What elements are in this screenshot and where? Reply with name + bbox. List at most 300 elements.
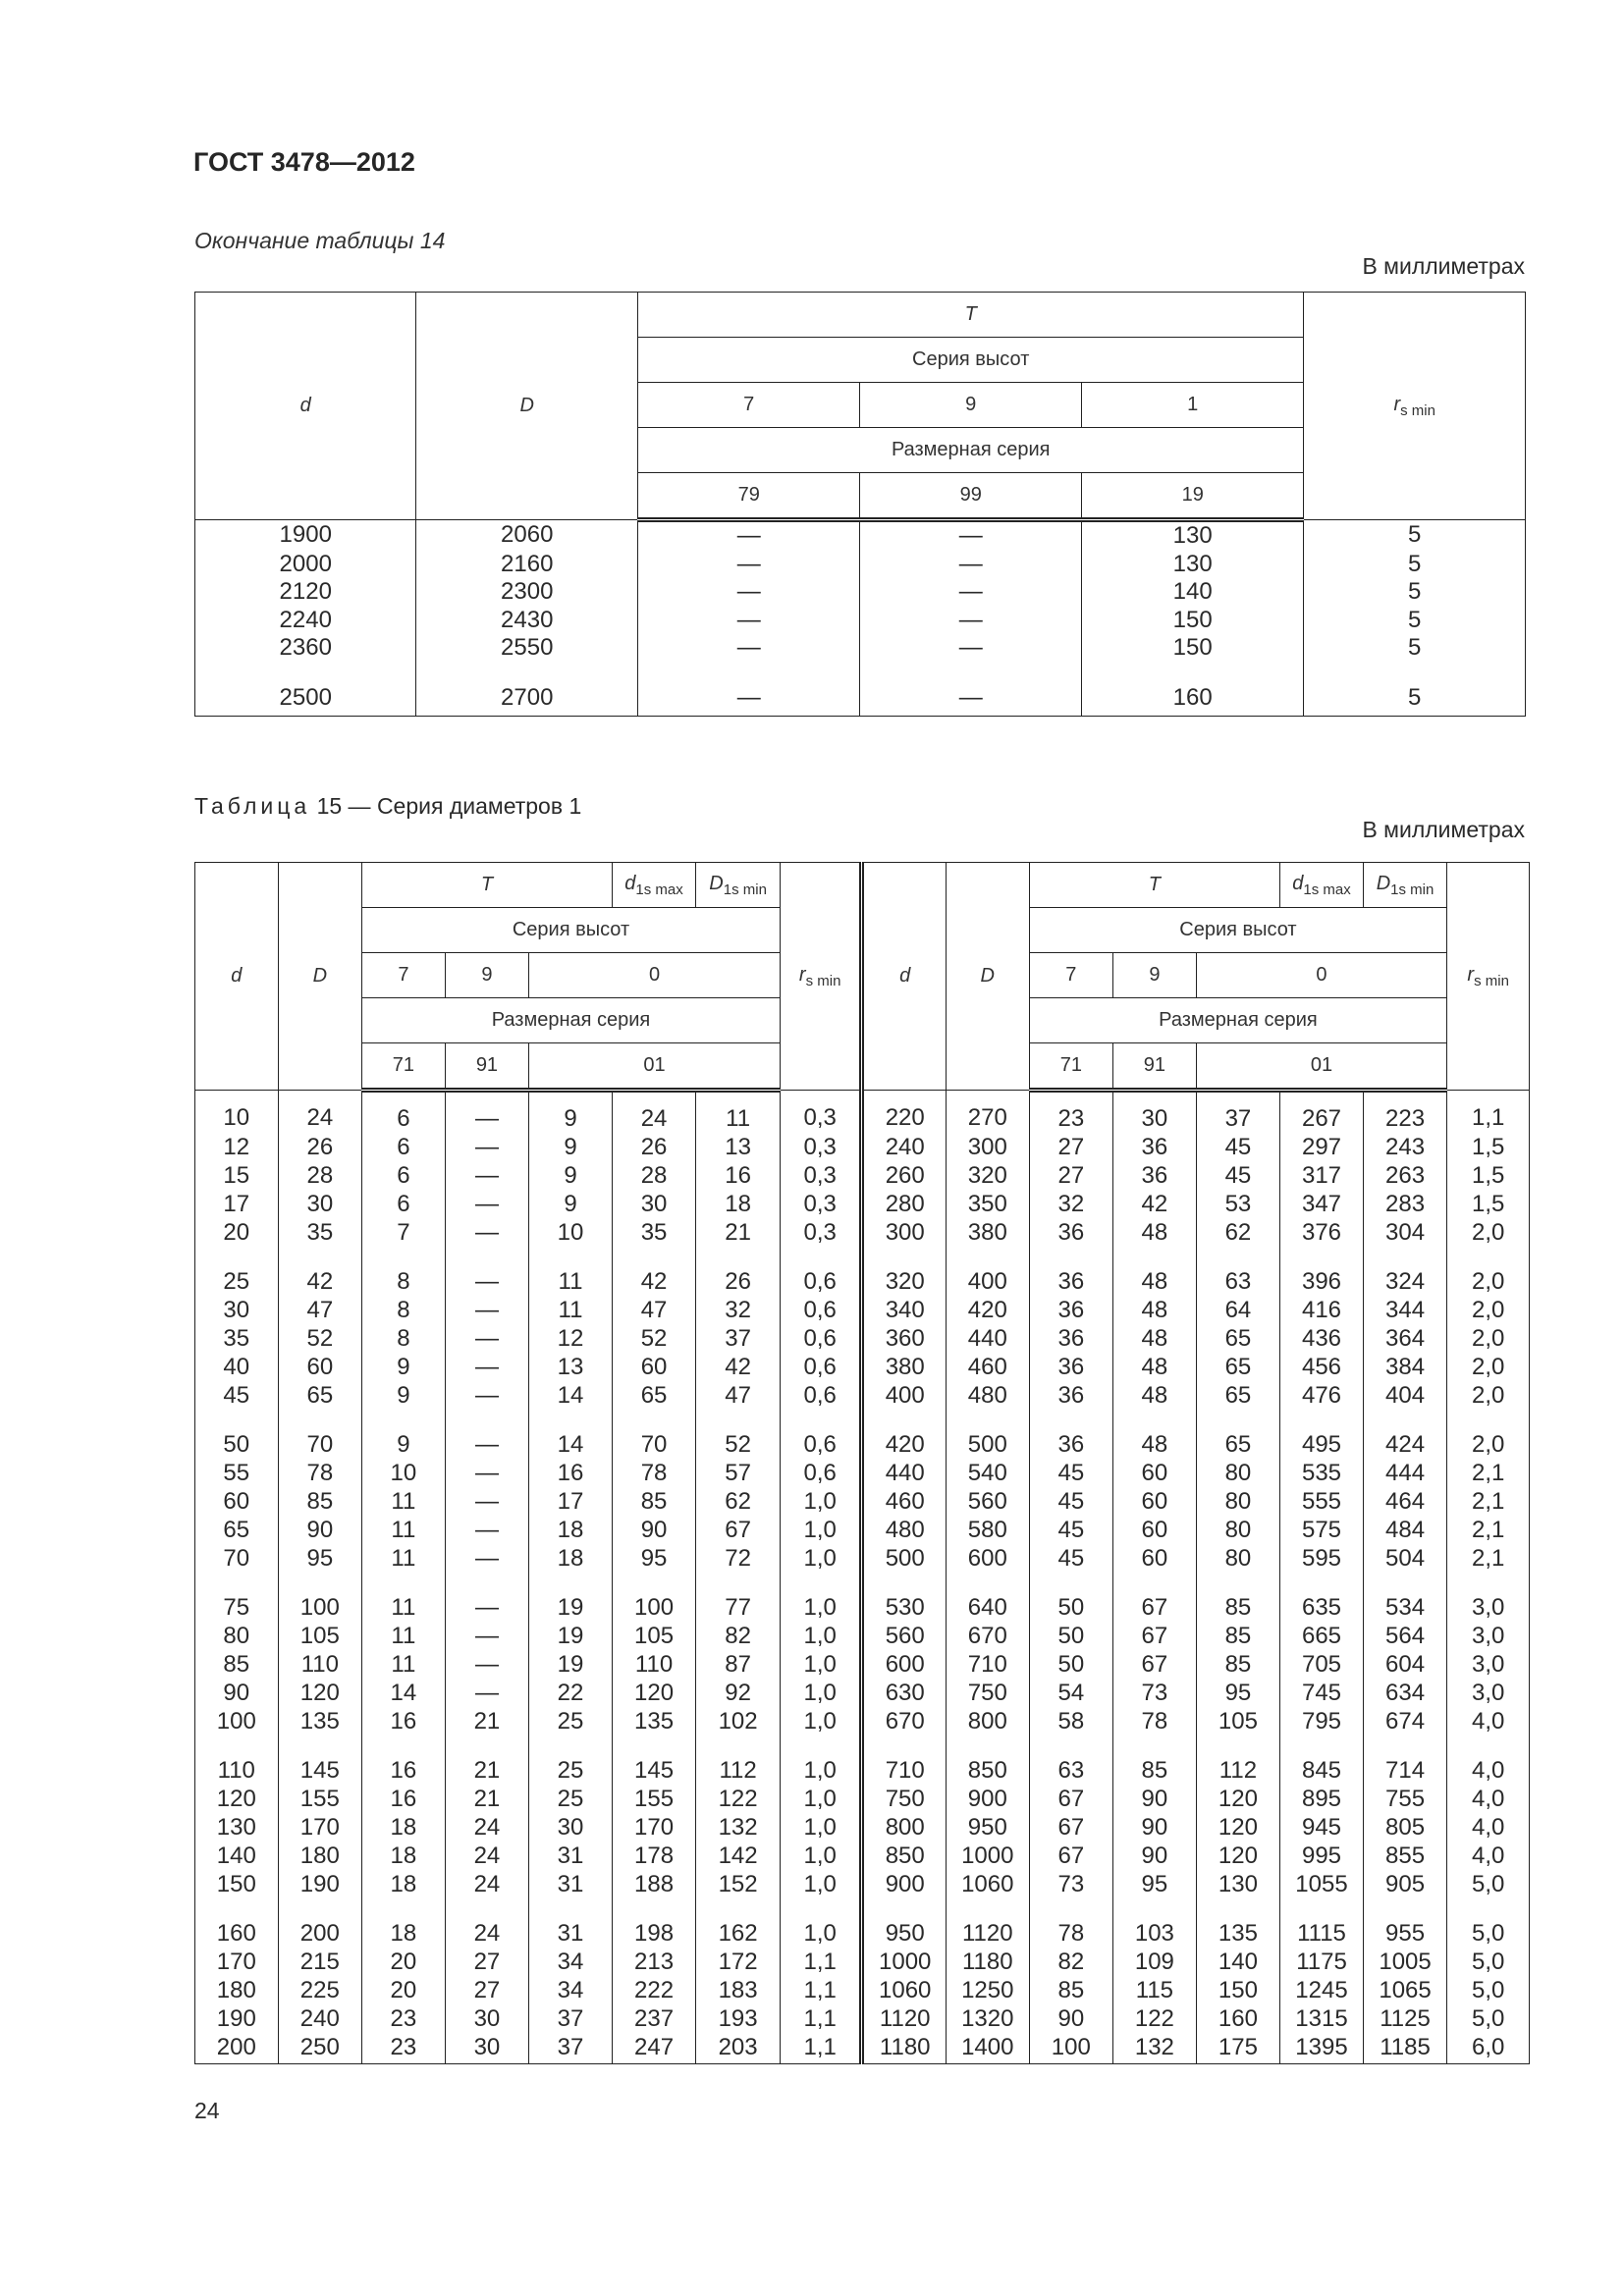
table-cell: 396 [1280,1247,1364,1296]
table-cell: 73 [1113,1679,1197,1707]
table-cell: 11 [362,1622,446,1650]
table-cell: 1000 [862,1948,947,1976]
table-cell: 35 [195,1324,279,1353]
table-cell: 18 [529,1544,613,1573]
header-d1s-max [612,863,696,908]
table-cell: 1245 [1280,1976,1364,2004]
table-cell: 36 [1029,1353,1113,1381]
table-cell: 5 [1304,551,1526,579]
table-cell: — [445,1487,529,1516]
table-cell: 20 [362,1948,446,1976]
table-cell: 376 [1280,1218,1364,1247]
table-cell: 55 [195,1459,279,1487]
table-cell: 19 [529,1573,613,1622]
table-cell: 215 [278,1948,362,1976]
table-cell: — [637,520,860,551]
table-cell: 1,0 [780,1785,862,1813]
table-cell: 48 [1113,1218,1197,1247]
table-cell: 19 [529,1650,613,1679]
d1s-letter: d [1292,872,1304,894]
table-cell: 12 [195,1133,279,1161]
table-cell: 188 [612,1870,696,1898]
table-cell: 60 [1113,1516,1197,1544]
table-cell: 1060 [947,1870,1030,1898]
table-cell: 8 [362,1324,446,1353]
table-cell: 1065 [1363,1976,1447,2004]
table-cell: 1,0 [780,1898,862,1948]
table-cell: 1,0 [780,1679,862,1707]
table-cell: 0,6 [780,1324,862,1353]
table-cell: 100 [1029,2033,1113,2064]
table-cell: 25 [529,1707,613,1735]
table-cell: 800 [862,1813,947,1842]
table-cell: — [860,551,1081,579]
table-cell: 6,0 [1447,2033,1530,2064]
table-cell: 2,1 [1447,1487,1530,1516]
table-cell: 120 [1196,1785,1280,1813]
table-cell: 11 [529,1296,613,1324]
table-row [195,663,1526,717]
table-row [195,1707,1530,1735]
table-cell: 20 [362,1976,446,2004]
table-cell: 77 [696,1573,781,1622]
table-cell: 21 [696,1218,781,1247]
table-cell: 745 [1280,1679,1364,1707]
table-cell: 65 [1196,1410,1280,1459]
table-cell: 670 [947,1622,1030,1650]
D1s-letter: D [709,872,724,894]
table-cell: 2500 [195,663,416,717]
table-cell: 70 [195,1544,279,1573]
table-cell: 1,5 [1447,1133,1530,1161]
table-cell: — [860,663,1081,717]
table-row [195,1948,1530,1976]
table-cell: 34 [529,1976,613,2004]
header-height-series: Серия высот [1029,908,1447,953]
table-cell: 2,0 [1447,1218,1530,1247]
table-cell: 5,0 [1447,1976,1530,2004]
table-cell: 2,0 [1447,1353,1530,1381]
table-cell: 575 [1280,1516,1364,1544]
table-row [195,1976,1530,2004]
table-cell: 1,1 [780,2004,862,2033]
table-cell: 62 [1196,1218,1280,1247]
table-cell: 27 [445,1976,529,2004]
table-cell: 670 [862,1707,947,1735]
table-cell: 23 [1029,1091,1113,1134]
table-cell: 400 [947,1247,1030,1296]
table-cell: 24 [445,1842,529,1870]
rs-sub: s min [1474,972,1509,989]
table-cell: 63 [1029,1735,1113,1785]
table-cell: 48 [1113,1324,1197,1353]
table-cell: 1395 [1280,2033,1364,2064]
table-cell: 12 [529,1324,613,1353]
table-cell: 500 [862,1544,947,1573]
table-cell: 45 [1196,1133,1280,1161]
header-d: d [195,293,416,520]
table-cell: 40 [195,1353,279,1381]
table-cell: 150 [195,1870,279,1898]
table-cell: 85 [278,1487,362,1516]
table-cell: 9 [529,1190,613,1218]
table15-caption [194,793,581,820]
table-cell: 424 [1363,1410,1447,1459]
table-cell: 65 [195,1516,279,1544]
table-row [195,1324,1530,1353]
table-cell: — [445,1544,529,1573]
table-row [195,1679,1530,1707]
table-cell: 2360 [195,634,416,663]
table-cell: 2550 [416,634,637,663]
table-cell: 150 [1081,634,1304,663]
series-col: 9 [1113,953,1197,998]
header-D: D [416,293,637,520]
table-cell: — [637,663,860,717]
table-cell: 1,1 [780,1948,862,1976]
table-cell: — [445,1161,529,1190]
table-cell: 72 [696,1544,781,1573]
table-cell: 80 [1196,1459,1280,1487]
table-cell: 560 [862,1622,947,1650]
table-cell: 1180 [947,1948,1030,1976]
table-cell: — [637,634,860,663]
table-cell: 193 [696,2004,781,2033]
table-cell: 100 [612,1573,696,1622]
table-cell: 1060 [862,1976,947,2004]
doc-title: ГОСТ 3478—2012 [193,147,415,177]
table-cell: 3,0 [1447,1573,1530,1622]
table-cell: 5 [1304,663,1526,717]
table-cell: 11 [362,1573,446,1622]
table-cell: 2,0 [1447,1324,1530,1353]
table-cell: 45 [1029,1544,1113,1573]
table-cell: 122 [696,1785,781,1813]
table-cell: 464 [1363,1487,1447,1516]
table-cell: 304 [1363,1218,1447,1247]
table-cell: 73 [1029,1870,1113,1898]
table-row [195,578,1526,607]
table-cell: 35 [278,1218,362,1247]
rs-sub: s min [1400,401,1435,419]
table-cell: 24 [445,1870,529,1898]
table-row [195,2004,1530,2033]
table-cell: 18 [362,1842,446,1870]
header-rs-min [1447,863,1530,1091]
table-cell: 10 [362,1459,446,1487]
table-cell: 65 [278,1381,362,1410]
table-cell: 3,0 [1447,1650,1530,1679]
table-cell: 1180 [862,2033,947,2064]
table-cell: 30 [195,1296,279,1324]
table-cell: 436 [1280,1324,1364,1353]
table-cell: 85 [1029,1976,1113,2004]
table-cell: 95 [1196,1679,1280,1707]
table-cell: 1115 [1280,1898,1364,1948]
table-cell: 145 [612,1735,696,1785]
table-cell: 17 [195,1190,279,1218]
table-cell: — [445,1324,529,1353]
table-cell: 750 [862,1785,947,1813]
table-cell: 27 [445,1948,529,1976]
table-cell: — [860,634,1081,663]
table-cell: — [445,1296,529,1324]
table-row [195,1161,1530,1190]
table-cell: 1,0 [780,1813,862,1842]
table-cell: 9 [529,1091,613,1134]
table-cell: 160 [1196,2004,1280,2033]
table-row [195,1296,1530,1324]
table-cell: 24 [278,1091,362,1134]
table-cell: 320 [862,1247,947,1296]
table-cell: 5 [1304,578,1526,607]
table-cell: 25 [529,1785,613,1813]
table-cell: 900 [947,1785,1030,1813]
table-cell: 130 [1196,1870,1280,1898]
table-cell: 1,0 [780,1487,862,1516]
table-cell: 8 [362,1247,446,1296]
table-cell: 460 [862,1487,947,1516]
table-cell: 300 [947,1133,1030,1161]
table-cell: 6 [362,1190,446,1218]
table-cell: 36 [1029,1296,1113,1324]
table-cell: 595 [1280,1544,1364,1573]
table-cell: 456 [1280,1353,1364,1381]
caption-word: Таблица [194,793,311,819]
table-cell: 47 [612,1296,696,1324]
table-cell: 22 [529,1679,613,1707]
table-cell: 48 [1113,1410,1197,1459]
header-D: D [278,863,362,1091]
table-cell: — [445,1573,529,1622]
table-cell: 135 [278,1707,362,1735]
table-row [195,1898,1530,1948]
table-cell: 18 [362,1898,446,1948]
table-cell: 85 [1196,1573,1280,1622]
table-cell: 564 [1363,1622,1447,1650]
D1s-letter: D [1376,872,1391,894]
table-cell: 21 [445,1785,529,1813]
table-cell: 4,0 [1447,1735,1530,1785]
table-cell: — [445,1247,529,1296]
table-cell: 16 [696,1161,781,1190]
table-cell: 223 [1363,1091,1447,1134]
table-cell: 140 [195,1842,279,1870]
d1s-sub: 1s max [1303,881,1351,898]
table-cell: 420 [862,1410,947,1459]
table-cell: 112 [696,1735,781,1785]
table-cell: 26 [696,1247,781,1296]
table-cell: 155 [278,1785,362,1813]
table-cell: 2,1 [1447,1459,1530,1487]
table-cell: 42 [696,1353,781,1381]
table-cell: 9 [362,1353,446,1381]
table-cell: 243 [1363,1133,1447,1161]
table-cell: 50 [1029,1622,1113,1650]
table-cell: 60 [612,1353,696,1381]
table-cell: 42 [612,1247,696,1296]
table-cell: 1120 [862,2004,947,2033]
table-cell: 70 [612,1410,696,1459]
d1s-letter: d [624,872,636,894]
table-cell: 2700 [416,663,637,717]
rs-sub: s min [805,972,841,989]
table-cell: 80 [1196,1544,1280,1573]
dim-col: 99 [860,473,1081,520]
table-cell: 24 [445,1813,529,1842]
table-cell: 122 [1113,2004,1197,2033]
table-cell: 5 [1304,520,1526,551]
table-row [195,1544,1530,1573]
table-cell: 635 [1280,1573,1364,1622]
table-cell: 19 [529,1622,613,1650]
table-cell: 78 [1113,1707,1197,1735]
table-cell: 48 [1113,1353,1197,1381]
table-cell: 80 [1196,1487,1280,1516]
table-14-body [195,520,1526,717]
header-d: d [195,863,279,1091]
table-cell: 4,0 [1447,1785,1530,1813]
table-cell: 480 [947,1381,1030,1410]
series-col: 0 [1196,953,1447,998]
table-cell: 18 [696,1190,781,1218]
header-T: T [637,293,1303,338]
table-cell: 1400 [947,2033,1030,2064]
table-cell: 120 [278,1679,362,1707]
table-row [195,1133,1530,1161]
table-cell: 155 [612,1785,696,1813]
table-cell: 1,0 [780,1735,862,1785]
table-cell: 37 [696,1324,781,1353]
table-cell: 35 [612,1218,696,1247]
table-cell: 11 [362,1516,446,1544]
table-row [195,1573,1530,1622]
table-cell: 240 [278,2004,362,2033]
table-cell: 80 [195,1622,279,1650]
table-cell: 18 [529,1516,613,1544]
table-cell: 162 [696,1898,781,1948]
table-row [195,1410,1530,1459]
table-cell: — [445,1353,529,1381]
table-cell: 30 [1113,1091,1197,1134]
table-cell: 142 [696,1842,781,1870]
table-cell: 95 [612,1544,696,1573]
table-cell: 4,0 [1447,1813,1530,1842]
table-cell: 755 [1363,1785,1447,1813]
table-cell: 34 [529,1948,613,1976]
table-cell: 110 [195,1735,279,1785]
dim-col: 19 [1081,473,1304,520]
table-cell: 0,6 [780,1353,862,1381]
table-cell: 27 [1029,1133,1113,1161]
table-cell: 2,1 [1447,1516,1530,1544]
table-cell: 11 [362,1544,446,1573]
table-cell: 140 [1196,1948,1280,1976]
table-cell: 60 [1113,1487,1197,1516]
table-cell: 37 [529,2033,613,2064]
table-cell: 4,0 [1447,1707,1530,1735]
table-cell: 58 [1029,1707,1113,1735]
table-cell: 535 [1280,1459,1364,1487]
table-cell: 45 [195,1381,279,1410]
table-cell: 263 [1363,1161,1447,1190]
table-cell: 500 [947,1410,1030,1459]
table-cell: 460 [947,1353,1030,1381]
table-cell: 16 [362,1785,446,1813]
table-cell: 1,5 [1447,1190,1530,1218]
table-cell: 85 [195,1650,279,1679]
table-cell: 795 [1280,1707,1364,1735]
table-cell: 85 [1113,1735,1197,1785]
table-cell: — [637,578,860,607]
table-cell: 674 [1363,1707,1447,1735]
table-cell: 300 [862,1218,947,1247]
table-cell: 82 [1029,1948,1113,1976]
table-cell: 1005 [1363,1948,1447,1976]
table-cell: 65 [1196,1353,1280,1381]
table-cell: 37 [529,2004,613,2033]
table-cell: — [445,1410,529,1459]
table-cell: 42 [1113,1190,1197,1218]
table-cell: 9 [362,1410,446,1459]
table-cell: 11 [696,1091,781,1134]
header-dimension-series: Размерная серия [1029,998,1447,1043]
table-cell: 640 [947,1573,1030,1622]
table-cell: 600 [947,1544,1030,1573]
table-cell: 135 [612,1707,696,1735]
table-cell: 102 [696,1707,781,1735]
table-cell: 400 [862,1381,947,1410]
table-cell: 36 [1113,1161,1197,1190]
table-cell: 1120 [947,1898,1030,1948]
header-height-series: Серия высот [362,908,781,953]
table-cell: 30 [445,2004,529,2033]
table-cell: 484 [1363,1516,1447,1544]
table-cell: — [445,1190,529,1218]
table-cell: 105 [612,1622,696,1650]
D1s-sub: 1s min [723,881,767,898]
table-cell: 160 [195,1898,279,1948]
table-cell: 26 [612,1133,696,1161]
table-cell: 805 [1363,1813,1447,1842]
table-cell: 190 [278,1870,362,1898]
dim-col: 71 [362,1043,446,1091]
table-cell: 260 [862,1161,947,1190]
table-cell: 350 [947,1190,1030,1218]
table-row [195,1459,1530,1487]
table-cell: 7 [362,1218,446,1247]
table-15-body [195,1091,1530,2064]
header-D1s-min [1363,863,1447,908]
table-cell: 31 [529,1842,613,1870]
table-cell: 20 [195,1218,279,1247]
table-cell: 62 [696,1487,781,1516]
table-cell: 170 [278,1813,362,1842]
header-height-series: Серия высот [637,338,1303,383]
caption-rest: 15 — Серия диаметров 1 [310,793,582,819]
table-cell: 2,0 [1447,1381,1530,1410]
table-row [195,1353,1530,1381]
table-cell: 200 [278,1898,362,1948]
table-cell: 2,0 [1447,1410,1530,1459]
table-cell: 45 [1029,1487,1113,1516]
table-cell: 480 [862,1516,947,1544]
table-cell: 52 [696,1410,781,1459]
table-cell: 1315 [1280,2004,1364,2033]
table-cell: 6 [362,1091,446,1134]
dim-col: 91 [445,1043,529,1091]
table-cell: 24 [445,1898,529,1948]
